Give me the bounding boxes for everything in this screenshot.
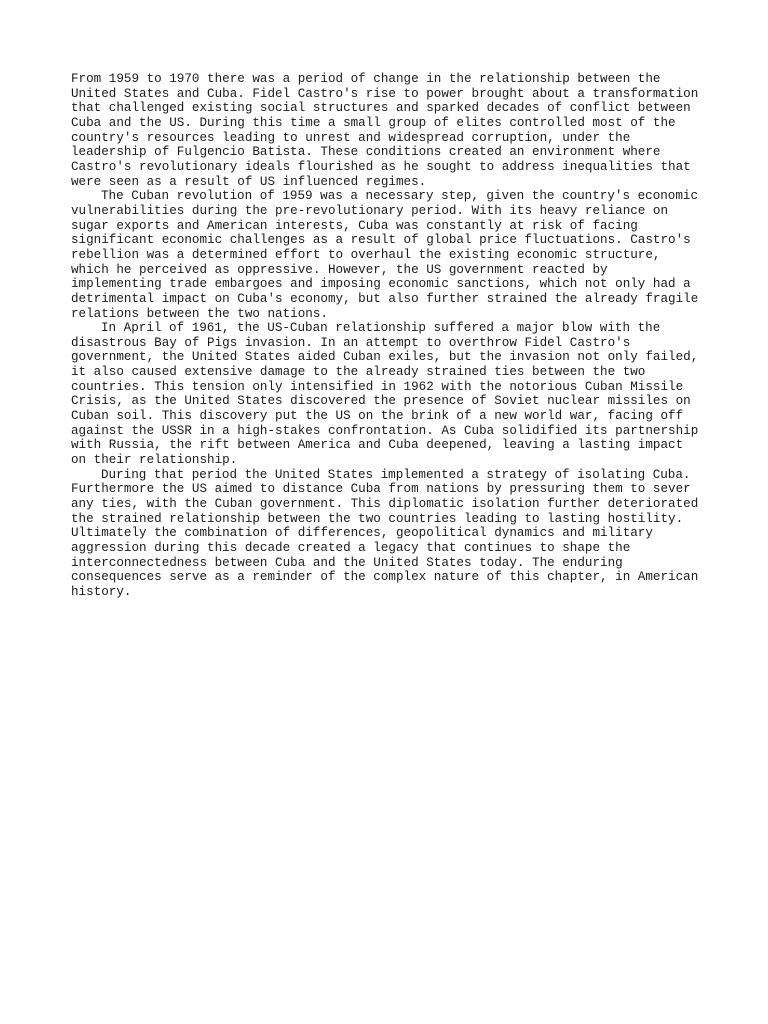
paragraph-3: In April of 1961, the US-Cuban relationship suffered a major blow with the disastrous Bay of Pigs invasion. In an attempt to overthrow Fidel Castro's government, the United States aided Cuban exiles, but the invasion not only failed, it also caused extensive damage to the already strained ties between the two countries. This tension only intensified in 1962 with the notorious Cuban Missile Crisis, as the United States discovered the presence of Soviet nuclear missiles on Cuban soil. This discovery put the US on the brink of a new world war, facing off against the USSR in a high-stakes confrontation. As Cuba solidified its partnership with Russia, the rift between America and Cuba deepened, leaving a lasting impact on their relationship. (71, 321, 699, 468)
paragraph-2: The Cuban revolution of 1959 was a necessary step, given the country's economic vulnerabilities during the pre-revolutionary period. With its heavy reliance on sugar exports and American interests, Cuba was constantly at risk of facing significant economic challenges as a result of global price fluctuations. Castro's rebellion was a determined effort to overhaul the existing economic structure, which he perceived as oppressive. However, the US government reacted by implementing trade embargoes and imposing economic sanctions, which not only had a detrimental impact on Cuba's economy, but also further strained the already fragile relations between the two nations. (71, 189, 699, 321)
paragraph-4: During that period the United States implemented a strategy of isolating Cuba. Furthermore the US aimed to distance Cuba from nations by pressuring them to sever any ties, with the Cuban government. This diplomatic isolation further deteriorated the strained relationship between the two countries leading to lasting hostility. Ultimately the combination of differences, geopolitical dynamics and military aggression during this decade created a legacy that continues to shape the interconnectedness between Cuba and the United States today. The enduring consequences serve as a reminder of the complex nature of this chapter, in American history. (71, 467, 699, 599)
document-body (71, 72, 711, 600)
paragraph-1: From 1959 to 1970 there was a period of change in the relationship between the United States and Cuba. Fidel Castro's rise to power brought about a transformation that challenged existing social structures and sparked decades of conflict between Cuba and the US. During this time a small group of elites controlled most of the country's resources leading to unrest and widespread corruption, under the leadership of Fulgencio Batista. These conditions created an environment where Castro's revolutionary ideals flourished as he sought to address inequalities that were seen as a result of US influenced regimes. (71, 72, 699, 189)
